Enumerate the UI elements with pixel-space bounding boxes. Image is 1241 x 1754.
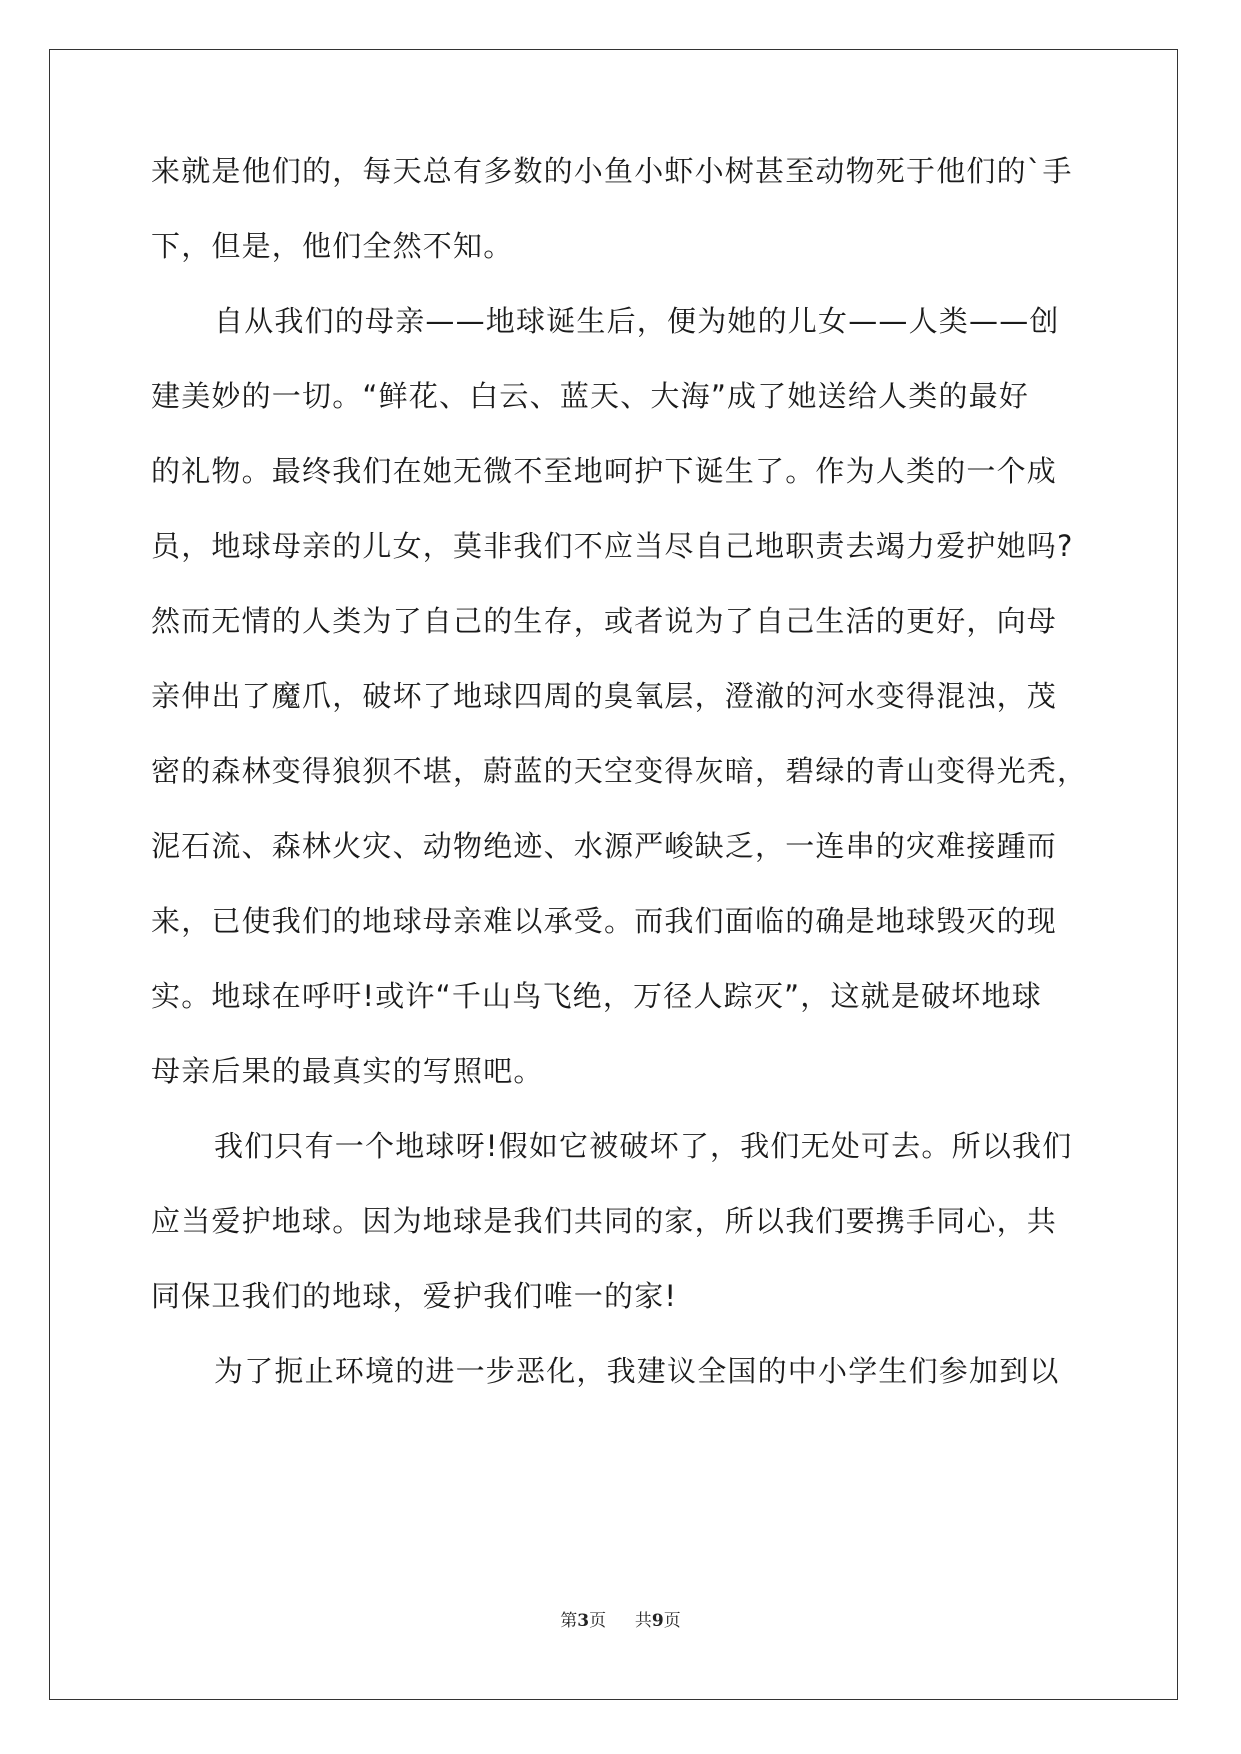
paragraph-line: 下，但是，他们全然不知。 (151, 229, 514, 263)
total-prefix: 共 (634, 1611, 652, 1631)
paragraph-line: 建美妙的一切。“鲜花、白云、蓝天、大海”成了她送给人类的最好 (151, 379, 1030, 413)
paragraph-line: 密的森林变得狼狈不堪，蔚蓝的天空变得灰暗，碧绿的青山变得光秃， (151, 754, 1088, 788)
paragraph-line: 实。地球在呼吁!或许“千山鸟飞绝，万径人踪灭”，这就是破坏地球 (151, 979, 1042, 1013)
paragraph-line: 母亲后果的最真实的写照吧。 (151, 1054, 544, 1088)
paragraph-line: 同保卫我们的地球，爱护我们唯一的家! (151, 1279, 678, 1313)
paragraph-line: 泥石流、森林火灾、动物绝迹、水源严峻缺乏，一连串的灾难接踵而 (151, 829, 1058, 863)
paragraph-line: 来，已使我们的地球母亲难以承受。而我们面临的确是地球毁灭的现 (151, 904, 1058, 938)
paragraph-line: 我们只有一个地球呀!假如它被破坏了，我们无处可去。所以我们 (214, 1129, 1073, 1163)
page-current: 3 (577, 1611, 590, 1631)
page-suffix: 页 (589, 1611, 607, 1631)
paragraph-line: 来就是他们的，每天总有多数的小鱼小虾小树甚至动物死于他们的`手 (151, 154, 1073, 188)
page-total: 9 (651, 1611, 664, 1631)
paragraph-line: 应当爱护地球。因为地球是我们共同的家，所以我们要携手同心，共 (151, 1204, 1058, 1238)
page-border (49, 49, 1178, 1700)
total-suffix: 页 (663, 1611, 681, 1631)
paragraph-line: 亲伸出了魔爪，破坏了地球四周的臭氧层，澄澈的河水变得混浊，茂 (151, 679, 1058, 713)
paragraph-line: 的礼物。最终我们在她无微不至地呵护下诞生了。作为人类的一个成 (151, 454, 1058, 488)
paragraph-line: 为了扼止环境的进一步恶化，我建议全国的中小学生们参加到以 (214, 1354, 1060, 1388)
page-footer (0, 1606, 1241, 1631)
paragraph-line: 自从我们的母亲——地球诞生后，便为她的儿女——人类——创 (214, 304, 1060, 338)
paragraph-line: 员，地球母亲的儿女，莫非我们不应当尽自己地职责去竭力爱护她吗? (151, 529, 1074, 563)
page-prefix: 第 (560, 1611, 578, 1631)
paragraph-line: 然而无情的人类为了自己的生存，或者说为了自己生活的更好，向母 (151, 604, 1058, 638)
